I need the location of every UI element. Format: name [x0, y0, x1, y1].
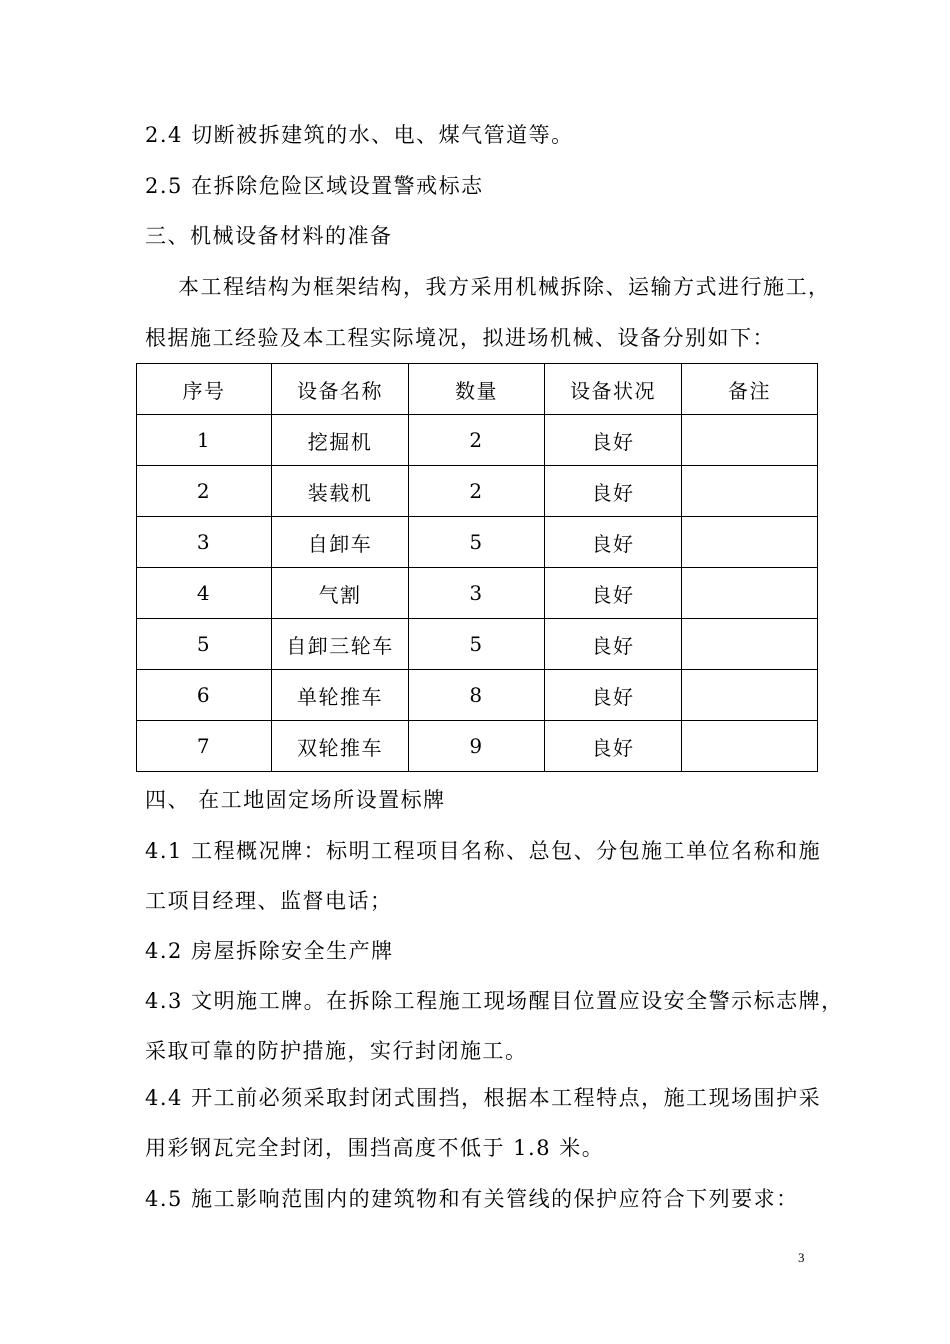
header-index: 序号	[137, 364, 272, 415]
table-row	[137, 466, 818, 517]
cell-index: 1	[137, 415, 272, 466]
cell-condition: 良好	[545, 670, 682, 721]
table-header-row	[137, 364, 818, 415]
paragraph-4-1-line-2: 工项目经理、监督电话；	[145, 889, 393, 913]
cell-condition: 良好	[545, 721, 682, 772]
paragraph-4-5: 4.5 施工影响范围内的建筑物和有关管线的保护应符合下列要求：	[145, 1187, 799, 1211]
header-equipment-name: 设备名称	[272, 364, 409, 415]
cell-index: 4	[137, 568, 272, 619]
cell-equipment-name: 自卸三轮车	[272, 619, 409, 670]
table-row	[137, 721, 818, 772]
cell-remarks	[682, 670, 818, 721]
cell-equipment-name: 双轮推车	[272, 721, 409, 772]
cell-equipment-name: 气割	[272, 568, 409, 619]
cell-quantity: 5	[409, 517, 545, 568]
cell-equipment-name: 自卸车	[272, 517, 409, 568]
paragraph-intro-line-1: 本工程结构为框架结构，我方采用机械拆除、运输方式进行施工，	[178, 275, 831, 299]
cell-equipment-name: 装载机	[272, 466, 409, 517]
paragraph-4-3-line-1: 4.3 文明施工牌。在拆除工程施工现场醒目位置应设安全警示标志牌，	[145, 989, 844, 1013]
header-remarks: 备注	[682, 364, 818, 415]
paragraph-intro-line-2: 根据施工经验及本工程实际境况，拟进场机械、设备分别如下：	[145, 326, 775, 350]
section-heading-4: 四、 在工地固定场所设置标牌	[145, 788, 446, 812]
paragraph-4-1-line-1: 4.1 工程概况牌：标明工程项目名称、总包、分包施工单位名称和施	[145, 839, 822, 863]
paragraph-4-4-line-1: 4.4 开工前必须采取封闭式围挡，根据本工程特点，施工现场围护采	[145, 1086, 822, 1110]
cell-remarks	[682, 568, 818, 619]
cell-remarks	[682, 466, 818, 517]
cell-condition: 良好	[545, 415, 682, 466]
cell-condition: 良好	[545, 466, 682, 517]
cell-equipment-name: 单轮推车	[272, 670, 409, 721]
paragraph-4-4-line-2: 用彩钢瓦完全封闭，围挡高度不低于 1.8 米。	[145, 1136, 605, 1160]
table-row	[137, 517, 818, 568]
cell-condition: 良好	[545, 568, 682, 619]
cell-quantity: 2	[409, 415, 545, 466]
cell-index: 7	[137, 721, 272, 772]
cell-remarks	[682, 415, 818, 466]
cell-quantity: 8	[409, 670, 545, 721]
cell-index: 3	[137, 517, 272, 568]
equipment-table	[136, 363, 818, 772]
section-heading-3: 三、机械设备材料的准备	[145, 224, 393, 248]
cell-index: 6	[137, 670, 272, 721]
header-condition: 设备状况	[545, 364, 682, 415]
cell-index: 5	[137, 619, 272, 670]
cell-quantity: 2	[409, 466, 545, 517]
cell-remarks	[682, 517, 818, 568]
cell-remarks	[682, 619, 818, 670]
paragraph-2-4: 2.4 切断被拆建筑的水、电、煤气管道等。	[145, 123, 574, 147]
cell-quantity: 3	[409, 568, 545, 619]
cell-remarks	[682, 721, 818, 772]
table-row	[137, 415, 818, 466]
table-row	[137, 670, 818, 721]
paragraph-4-3-line-2: 采取可靠的防护措施，实行封闭施工。	[145, 1039, 528, 1063]
cell-quantity: 5	[409, 619, 545, 670]
table-row	[137, 568, 818, 619]
cell-condition: 良好	[545, 517, 682, 568]
page-number: 3	[798, 1250, 805, 1265]
paragraph-4-2: 4.2 房屋拆除安全生产牌	[145, 939, 394, 963]
cell-index: 2	[137, 466, 272, 517]
table-row	[137, 619, 818, 670]
paragraph-2-5: 2.5 在拆除危险区域设置警戒标志	[145, 174, 484, 198]
cell-condition: 良好	[545, 619, 682, 670]
header-quantity: 数量	[409, 364, 545, 415]
cell-equipment-name: 挖掘机	[272, 415, 409, 466]
cell-quantity: 9	[409, 721, 545, 772]
